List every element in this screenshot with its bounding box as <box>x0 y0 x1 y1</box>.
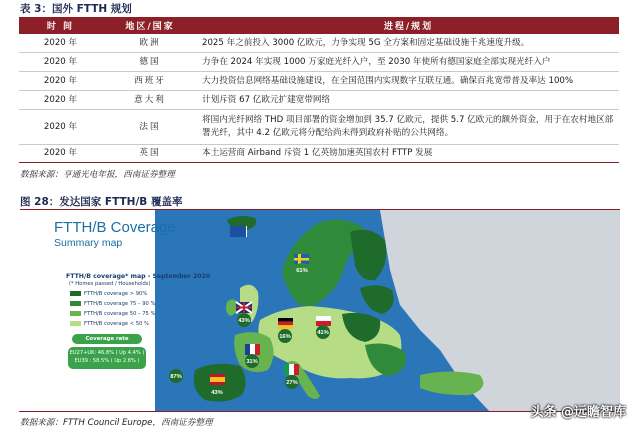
coverage-rate-box <box>68 347 146 369</box>
germany-flag-icon <box>278 318 293 322</box>
table-source: 数据来源：亨通光电年报，西南证券整理 <box>20 170 175 180</box>
table-row <box>19 110 619 145</box>
map-subtitle: Summary map <box>54 237 123 249</box>
germany-flag-bottom <box>278 325 293 329</box>
iceland-flag-stripe <box>246 226 247 237</box>
poland-pct-label: 41% <box>317 330 329 336</box>
coverage-rate-line: EU27+UK: 46.8% ( Up 4.4% ) <box>69 350 145 356</box>
plan-cell: 计划斥资 67 亿欧元扩建宽带网络 <box>198 91 619 110</box>
header-time: 时 间 <box>19 17 102 34</box>
italy-flag-right <box>294 364 299 375</box>
spain-flag-bottom <box>210 382 225 385</box>
table-row <box>19 72 619 91</box>
plan-cell: 大力投资信息网络基础设施建设，在全国范围内实现数字互联互通。确保百兆宽带普及率达 100% <box>198 72 619 91</box>
map-title: FTTH/B Coverage <box>54 219 176 236</box>
legend-label: FTTH/B coverage 50 – 75 % <box>84 311 156 317</box>
year-cell: 2020 年 <box>19 110 102 145</box>
legend-item <box>70 291 147 297</box>
region-cell: 法国 <box>102 110 198 145</box>
spain-flag-icon <box>210 374 225 377</box>
plan-cell: 本土运营商 Airband 斥资 1 亿英镑加速英国农村 FTTP 发展 <box>198 145 619 163</box>
figure-caption: 图 28：发达国家 FTTH/B 覆盖率 <box>20 196 183 208</box>
year-cell: 2020 年 <box>19 34 102 53</box>
legend-item <box>70 321 149 327</box>
table-row <box>19 53 619 72</box>
region-cell: 英国 <box>102 145 198 163</box>
sweden-pct-label: 61% <box>296 268 308 274</box>
france-flag-mid <box>250 344 255 355</box>
germany-pct-label: 16% <box>279 334 291 340</box>
table-row <box>19 34 619 53</box>
table-caption: 表 3：国外 FTTH 规划 <box>20 3 132 15</box>
legend-swatch <box>70 291 81 296</box>
year-cell: 2020 年 <box>19 91 102 110</box>
year-cell: 2020 年 <box>19 72 102 91</box>
portugal-pct-label: 87% <box>170 374 182 380</box>
header-region: 地区/国家 <box>102 17 198 34</box>
legend-item <box>70 301 155 307</box>
region-cell: 意大利 <box>102 91 198 110</box>
figure-bottom-rule <box>19 411 619 412</box>
germany-flag-mid <box>278 322 293 326</box>
legend-swatch <box>70 311 81 316</box>
plan-cell: 力争在 2024 年实现 1000 万家庭光纤入户，至 2030 年使所有德国家庭全部实现光纤入户 <box>198 53 619 72</box>
uk-pct-label: 43% <box>238 318 250 324</box>
table-row <box>19 145 619 163</box>
spain-flag-mid <box>210 377 225 382</box>
region-cell: 德国 <box>102 53 198 72</box>
table-row <box>19 91 619 110</box>
iceland-flag-icon <box>230 226 246 237</box>
italy-flag-mid <box>289 364 294 375</box>
legend-label: FTTH/B coverage > 90% <box>84 291 148 297</box>
ftth-plan-table <box>19 17 619 163</box>
italy-pct-label: 27% <box>286 380 298 386</box>
legend-title: FTTH/B coverage* map - September 2020 <box>66 273 211 280</box>
watermark: 头条 @远瞻智库 <box>530 405 626 420</box>
france-pct-label: 31% <box>246 359 258 365</box>
year-cell: 2020 年 <box>19 145 102 163</box>
france-flag-right <box>255 344 260 355</box>
legend-swatch <box>70 301 81 306</box>
region-cell: 西班牙 <box>102 72 198 91</box>
legend-swatch <box>70 321 81 326</box>
coverage-rate-label: Coverage rate <box>72 334 142 344</box>
plan-cell: 2025 年之前投入 3000 亿欧元，力争实现 5G 全方案和固定基础设施千兆速度升级。 <box>198 34 619 53</box>
legend-label: FTTH/B coverage < 50 % <box>84 321 149 327</box>
legend-label: FTTH/B coverage 75 – 90 % <box>84 301 156 307</box>
year-cell: 2020 年 <box>19 53 102 72</box>
spain-pct-label: 43% <box>211 390 223 396</box>
poland-flag-icon <box>316 316 331 321</box>
figure-source: 数据来源：FTTH Council Europe，西南证券整理 <box>20 418 213 428</box>
sweden-flag-cross-h <box>294 258 309 261</box>
france-flag-icon <box>245 344 250 355</box>
legend-item <box>70 311 155 317</box>
region-cell: 欧洲 <box>102 34 198 53</box>
coverage-rate-line: EU39 : 58.5% ( Up 2.8% ) <box>74 358 140 364</box>
header-plan: 进程/规划 <box>198 17 619 34</box>
plan-cell: 将国内光纤网络 THD 项目部署的资金增加到 35.7 亿欧元，提供 5.7 亿欧元的额外资金，用于在农村地区部署光纤，其中 4.2 亿欧元将分配给尚未得到政府补贴的公共网络。 <box>198 110 619 145</box>
ftth-coverage-map-figure <box>20 209 620 412</box>
legend-subtitle: (* Homes passed / Households) <box>69 281 151 287</box>
italy-flag-icon <box>284 364 289 375</box>
